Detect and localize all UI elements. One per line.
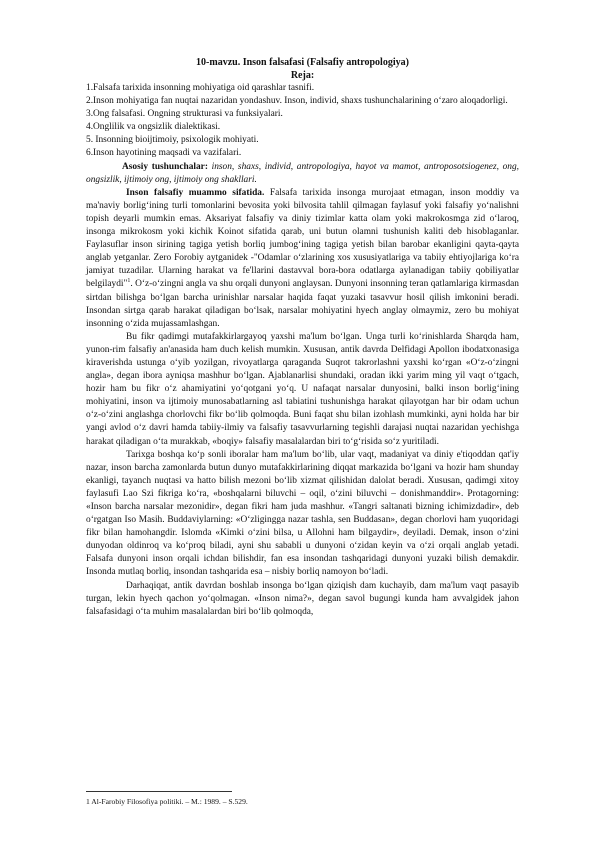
footnote [86,797,519,807]
paragraph-4: Darhaqiqat, antik davrdan boshlab insonga bo‘lgan qiziqish dam kuchayib, dam ma'lum vaqt pasayib turgan, lekin hyech qachon yo‘qolmagan. «Inson nima?», degan savol bugungi kunda ham avvalgidek jahon falsafasidagi o‘ta muhim masalalardan biri bo‘lib qolmoqda, [86,580,519,617]
plan-item: 2.Inson mohiyatiga fan nuqtai nazaridan yondashuv. Inson, individ, shaxs tushunchalarining o‘zaro aloqadorligi. [86,96,508,107]
plan-item: 4.Onglilik va ongsizlik dialektikasi. [86,122,221,133]
plan-list [86,82,519,161]
paragraph-text: Falsafa tarixida insonga murojaat etmagan, inson moddiy va ma'naviy borlig‘ining turli tomonlarini bevosita yoki bilvosita tahlil qilmagan faylasuf yoki falsafiy yo‘nalishni topish deyarli mumkin emas. Aksariyat falsafiy va diniy tizimlar katta olam yoki makrokosmga zid o‘laroq, insonga mikrokosm yoki kichik Koinot sifatida qarab, uni butun olamni tushunish kaliti deb hisoblaganlar. Faylasuflar inson sirining tagiga yetish borliq jumbog‘ining tagiga yetish bilan barobar ekanligini qayta-qayta anglab yetganlar. Zero Forobiy aytganidek -"Odamlar o‘zlarining xos xususiyatlariga va tabiiy ehtiyojlariga ko‘ra jamiyat tuzadilar. Ularning harakat va fe'llarini dastavval bora-bora odatlarga aylanadigan tabiiy qobiliyatlar belgilaydi" [86,187,519,290]
key-terms-label: Asosiy tushunchalar: [122,161,208,172]
footnote-text: Al-Farobiy Filosofiya politiki. – M.: 1989. – S.529. [89,797,248,806]
paragraph-1 [86,187,519,331]
footnote-number: 1 [86,797,90,806]
paragraph-text: . O‘z-o‘zingni angla va shu orqali dunyoni anglaysan. Dunyoni insonning teran qatlamlariga kirmasdan sirtdan bilishga bo‘lgan barcha urinishlar narsalar haqida faqat yuzaki tasavvur hosil qilish imkonini beradi. Insondan sirtga qarab harakat qiladigan bo‘lsak, narsalar mohiyatini hyech anglay olmaymiz, zero bu mohiyat insonning o‘zida mujassamlashgan. [86,279,519,329]
footnote-divider [86,791,232,792]
footnote-ref[interactable]: 1 [127,278,131,285]
key-terms-paragraph [86,161,519,187]
plan-item: 5. Insonning bioijtimoiy, psixologik mohiyati. [86,135,259,146]
paragraph-3: Tarixga boshqa ko‘p sonli iboralar ham ma'lum bo‘lib, ular vaqt, madaniyat va diniy e'tiqoddan qat'iy nazar, inson barcha zamonlarda butun dunyo mutafakkirlarining diqqat markazida bo‘lgani va hozir ham shunday ekanligi, tayanch nuqtasi va hatto bilish mezoni bo‘lib xizmat qilishidan dalolat beradi. Xususan, qadimgi xitoy faylasufi Lao Szi fikriga ko‘ra, «boshqalarni biluvchi – oqil, o‘zini biluvchi – donishmanddir». Protagorning: «Inson barcha narsalar mezonidir», degan fikri ham juda mashhur. «Tangri saltanati bizning ichimizdadir», deb o‘rgatgan Iso Masih. Buddaviylarning: «O‘zligingga nazar tashla, sen Buddasan», degan chorlovi ham yuqoridagi fikr bilan hamohangdir. Islomda «Kimki o‘zini bilsa, u Allohni ham bilgaydir», deyiladi. Demak, inson o‘zini dunyodan oldinroq va ko‘proq biladi, ayni shu sababli u dunyoni o‘zidan keyin va o‘zi orqali anglab yetadi. Falsafa dunyoni inson orqali ichdan bilishdir, fan esa insondan tashqaridagi dunyoni yuzaki bilish demakdir. Insonda mutlaq borliq, insondan tashqarida esa – nisbiy borliq namoyon bo‘ladi. [86,449,519,578]
plan-item: 3.Ong falsafasi. Ongning strukturasi va funksiyalari. [86,109,283,120]
plan-item: 6.Inson hayotining maqsadi va vazifalari. [86,148,242,159]
paragraph-2: Bu fikr qadimgi mutafakkirlargayoq yaxshi ma'lum bo‘lgan. Unga turli ko‘rinishlarda Sharqda ham, yunon-rim falsafiy an'anasida ham duch kelish mumkin. Xususan, antik davrda Delfidagi Apollon ibodatxonasiga kiraverishda ustunga o‘yib yozilgan, rivoyatlarga qaraganda Suqrot takrorlashni yaxshi ko‘rgan «O‘z-o‘zingni angla», degan ibora ayniqsa mashhur bo‘lgan. Ajablanarlisi shundaki, oradan ikki yarim ming yil vaqt o‘tgach, hozir ham bu fikr o‘z ahamiyatini yo‘qotgani yo‘q. U nafaqat narsalar dunyosini, balki inson borlig‘ining mohiyatini, inson va ijtimoiy munosabatlarning asl tabiatini tushunishga harakat qilayotgan har bir odam uchun o‘z-o‘zini anglashga chorlovchi fikr bo‘lib qolmoqda. Buni faqat shu bilan izohlash mumkinki, ayni holda har bir yangi avlod o‘z davri hamda tabiiy-ilmiy va falsafiy tasavvurlarning tegishli darajasi nuqtai nazaridan yechishga harakat qiladigan o‘ta murakkab, «boqiy» falsafiy masalalardan biri to‘g‘risida so‘z yuritiladi. [86,331,519,447]
section-lead: Inson falsafiy muammo sifatida. [126,187,265,198]
page-title: 10-mavzu. Inson falsafasi (Falsafiy antropologiya) [196,57,409,68]
key-terms-text: inson, shaxs, individ, antropologiya, hayot va mamot, antroposotsiogenez, ong, ongsizlik, ijtimoiy ong, ijtimoiy ong shakllari. [86,161,520,185]
plan-title: Reja: [290,70,315,81]
plan-item: 1.Falsafa tarixida insonning mohiyatiga oid qarashlar tasnifi. [86,83,315,93]
document-page [86,56,519,619]
